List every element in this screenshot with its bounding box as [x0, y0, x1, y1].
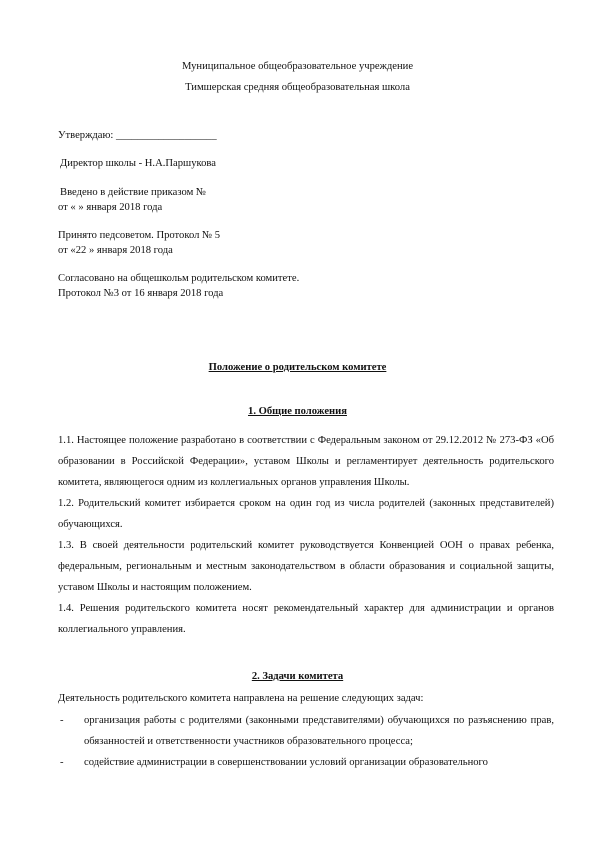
order-line1: Введено в действие приказом № — [60, 187, 207, 198]
order-line2: от « » января 2018 года — [58, 202, 163, 213]
paragraph-1-3: 1.3. В своей деятельности родительский комитет руководствуется Конвенцией ООН о правах ребенка, федеральным, региональным и местным законодательством в области образования и социальной защиты, уставом Школы и настоящим положением. — [58, 540, 554, 593]
section1-body — [58, 430, 554, 640]
paragraph-1-4: 1.4. Решения родительского комитета носят рекомендательный характер для администрации и органов коллегиального управления. — [58, 603, 554, 635]
org-name-line2: Тимшерская средняя общеобразовательная школа — [185, 82, 410, 93]
document-title: Положение о родительском комитете — [208, 362, 387, 373]
paragraph-1-2: 1.2. Родительский комитет избирается сроком на один год из числа родителей (законных представителей) обучающихся. — [58, 498, 554, 530]
list-item: - организация работы с родителями (законными представителями) обучающихся по разъяснению прав, обязанностей и ответственности участников образовательного процесса; — [58, 710, 554, 752]
list-item: - содействие администрации в совершенствовании условий организации образовательного — [58, 752, 554, 773]
paragraph-1-1: 1.1. Настоящее положение разработано в соответствии с Федеральным законом от 29.12.2012 № 273-ФЗ «Об образовании в Российской Федерации», уставом Школы и регламентирует деятельность родительского комитета, являющегося одним из коллегиальных органов управления Школы. — [58, 435, 554, 488]
approve-line: Утверждаю: ___________________ — [58, 130, 217, 141]
director-line: Директор школы - Н.А.Паршукова — [60, 158, 216, 169]
section2-intro: Деятельность родительского комитета направлена на решение следующих задач: — [58, 693, 424, 704]
section2-heading: 2. Задачи комитета — [251, 671, 344, 682]
org-name-line1: Муниципальное общеобразовательное учреждение — [181, 61, 414, 72]
section1-heading: 1. Общие положения — [248, 406, 347, 417]
council-line2: от «22 » января 2018 года — [58, 245, 173, 256]
parents-committee-line2: Протокол №3 от 16 января 2018 года — [58, 288, 224, 299]
task-list — [58, 710, 554, 773]
parents-committee-line1: Согласовано на общешкольм родительском комитете. — [58, 273, 300, 284]
council-line1: Принято педсоветом. Протокол № 5 — [58, 230, 221, 241]
